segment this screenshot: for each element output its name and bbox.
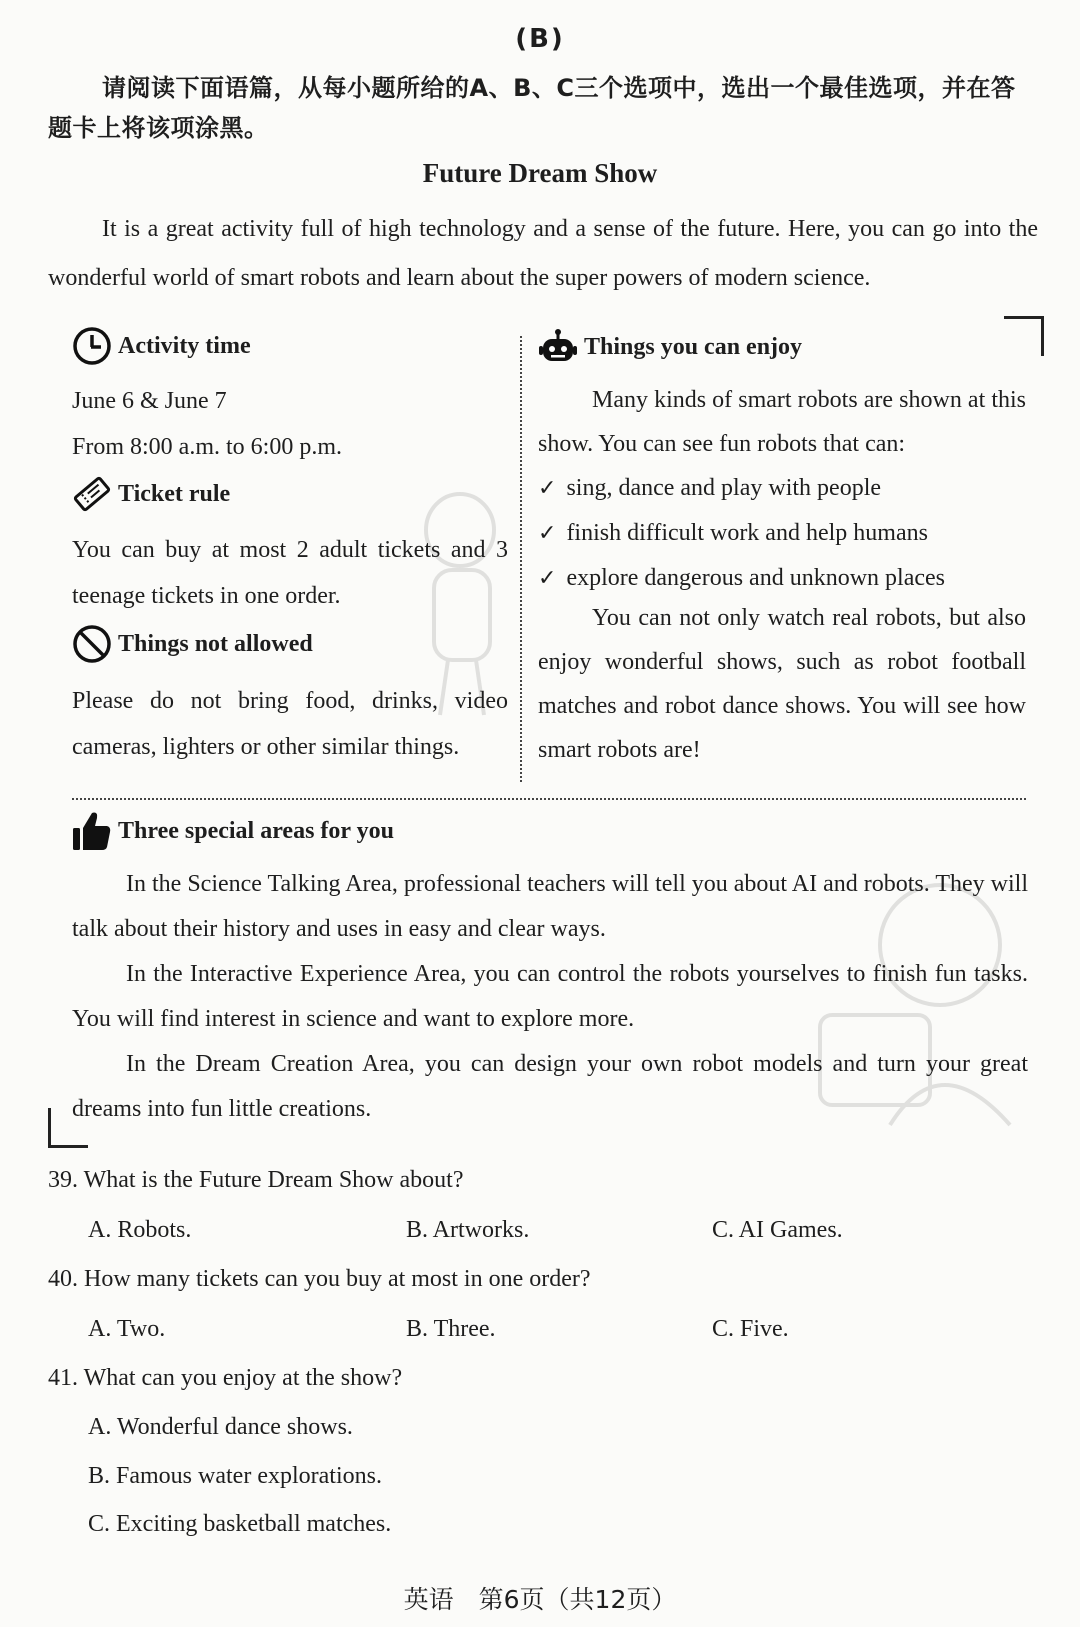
activity-time-label: Activity time [118, 332, 251, 359]
list-item: ✓ finish difficult work and help humans [538, 511, 1026, 556]
question-40: 40. How many tickets can you buy at most in one order? [48, 1266, 591, 1292]
question-41-option-b[interactable]: B. Famous water explorations. [88, 1463, 382, 1489]
check-icon: ✓ [538, 521, 557, 546]
not-allowed-text: Please do not bring food, drinks, video cameras, lighters or other similar things. [72, 688, 508, 760]
option-b[interactable]: B. Three. [406, 1316, 496, 1342]
check-icon: ✓ [538, 476, 557, 501]
option-a[interactable]: A. Two. [88, 1316, 166, 1342]
question-41-option-c[interactable]: C. Exciting basketball matches. [88, 1511, 392, 1537]
section-label: (B) [515, 24, 565, 54]
question-39: 39. What is the Future Dream Show about? [48, 1167, 464, 1193]
intro-paragraph: It is a great activity full of high technology and a sense of the future. Here, you can go into the wonderful world of smart robots and learn about the super powers of modern science. [48, 216, 1038, 291]
question-39-options [88, 1217, 1038, 1247]
ticket-rule-heading [72, 474, 508, 514]
enjoy-label: Things you can enjoy [584, 333, 803, 360]
special-areas-body [72, 862, 1028, 1132]
science-talking-area-paragraph: In the Science Talking Area, professional teachers will tell you about AI and robots. They will talk about their history and uses in easy and clear ways. [72, 871, 1028, 942]
activity-hours: From 8:00 a.m. to 6:00 p.m. [72, 434, 342, 460]
section-divider [72, 798, 1026, 800]
ticket-icon [72, 474, 112, 514]
not-allowed-label: Things not allowed [118, 630, 313, 657]
enjoy-list [538, 466, 1026, 601]
question-41: 41. What can you enjoy at the show? [48, 1365, 403, 1391]
dream-creation-area-paragraph: In the Dream Creation Area, you can design your own robot models and turn your great dreams into fun little creations. [72, 1051, 1028, 1122]
option-b[interactable]: B. Artworks. [406, 1217, 530, 1243]
instruction-text: 请阅读下面语篇，从每小题所给的A、B、C三个选项中，选出一个最佳选项，并在答题卡上将该项涂黑。 [48, 74, 1016, 142]
enjoy-intro: Many kinds of smart robots are shown at this show. You can see fun robots that can: [538, 387, 1026, 457]
option-a[interactable]: A. Robots. [88, 1217, 192, 1243]
interactive-experience-area-paragraph: In the Interactive Experience Area, you can control the robots yourselves to finish fun tasks. You will find interest in science and want to explore more. [72, 961, 1028, 1032]
option-c[interactable]: C. AI Games. [712, 1217, 843, 1243]
prohibited-icon [72, 624, 112, 664]
special-areas-heading [72, 810, 394, 852]
passage-title: Future Dream Show [422, 158, 658, 188]
special-areas-label: Three special areas for you [118, 817, 394, 844]
question-41-option-a[interactable]: A. Wonderful dance shows. [88, 1414, 353, 1440]
list-item: ✓ sing, dance and play with people [538, 466, 1026, 511]
enjoy-outro: You can not only watch real robots, but also enjoy wonderful shows, such as robot football matches and robot dance shows. You will see how smart robots are! [538, 605, 1026, 763]
page-footer: 英语 第6页（共12页） [403, 1585, 677, 1614]
check-icon: ✓ [538, 566, 557, 591]
clock-icon [72, 326, 112, 366]
list-item: ✓ explore dangerous and unknown places [538, 556, 1026, 601]
question-40-options [88, 1316, 1038, 1346]
ticket-rule-label: Ticket rule [118, 480, 231, 507]
not-allowed-heading [72, 624, 508, 664]
option-c[interactable]: C. Five. [712, 1316, 789, 1342]
robot-icon [538, 328, 578, 366]
activity-time-heading [72, 326, 508, 366]
enjoy-heading [538, 328, 1026, 366]
thumbs-up-icon [72, 810, 112, 852]
activity-dates: June 6 & June 7 [72, 388, 227, 414]
ticket-rule-text: You can buy at most 2 adult tickets and 3 teenage tickets in one order. [72, 537, 508, 609]
